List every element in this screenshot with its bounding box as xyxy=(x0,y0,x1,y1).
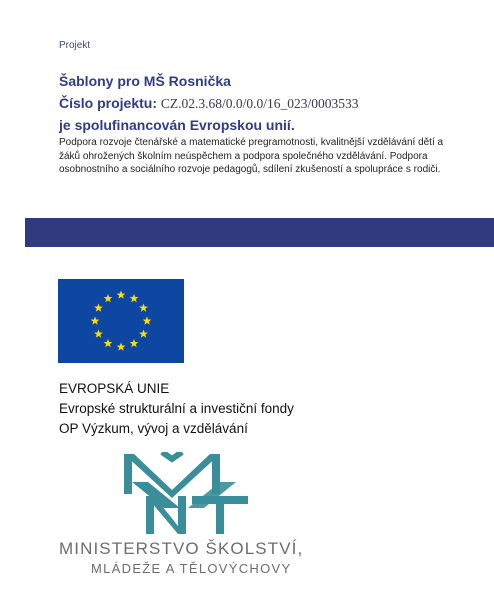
ministry-name-line2: MLÁDEŽE A TĚLOVÝCHOVY xyxy=(91,561,292,576)
project-number-value: CZ.02.3.68/0.0/0.0/16_023/0003533 xyxy=(160,96,359,111)
ministry-name-line1: MINISTERSTVO ŠKOLSTVÍ, xyxy=(59,539,304,558)
section-label: Projekt xyxy=(59,40,91,51)
cofinanced-statement: je spolufinancován Evropskou unií. xyxy=(59,117,295,133)
project-number-row xyxy=(59,95,359,112)
msmt-logo-icon xyxy=(124,452,248,536)
eu-name: EVROPSKÁ UNIE xyxy=(59,381,170,396)
eu-operational-programme: OP Výzkum, vývoj a vzdělávání xyxy=(59,421,248,436)
project-description: Podpora rozvoje čtenářské a matematické pregramotnosti, kvalitnější vzdělávání dětí a žáků ohrožených školním neúspěchem a podpora společného vzdělávání. Podpora osobnostního a sociálního rozvoje pedagogů, sdílení zkušeností a spolupráce s rodiči. xyxy=(59,137,444,175)
eu-fund-name: Evropské strukturální a investiční fondy xyxy=(59,401,294,416)
eu-flag-icon xyxy=(58,279,184,363)
project-number-label: Číslo projektu: xyxy=(59,95,158,111)
project-title: Šablony pro MŠ Rosnička xyxy=(59,73,231,89)
divider-band xyxy=(25,218,494,247)
